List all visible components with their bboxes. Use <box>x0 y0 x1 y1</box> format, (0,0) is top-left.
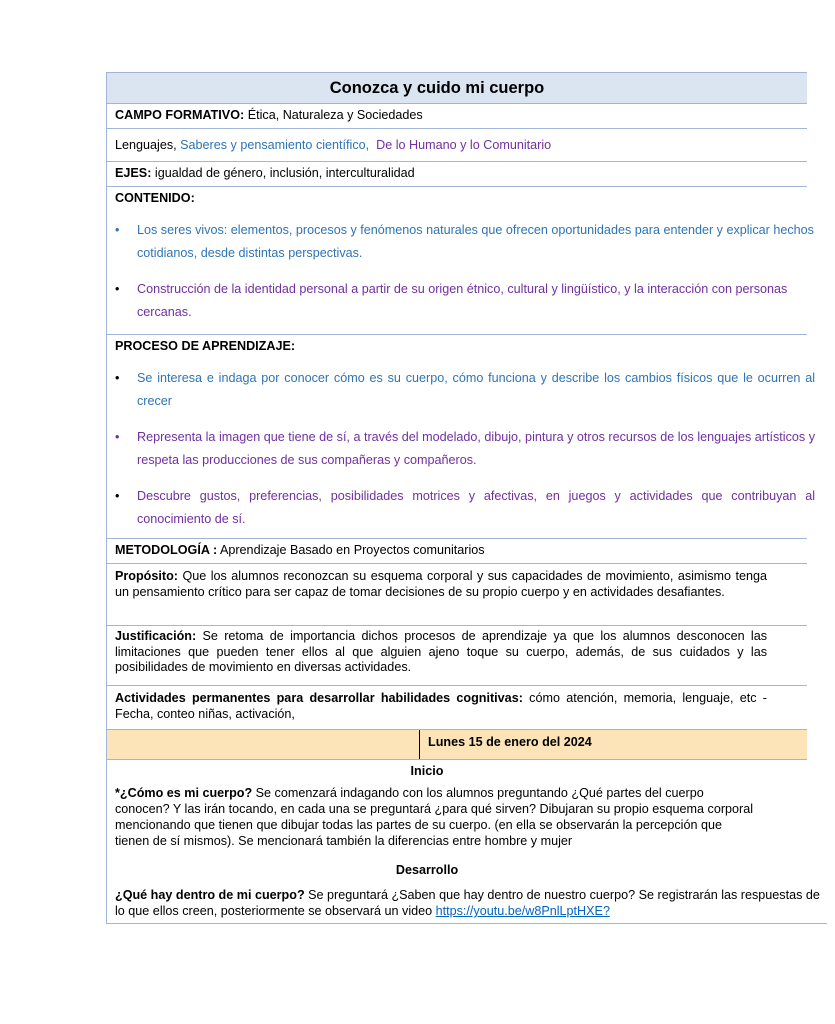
bullet-icon: • <box>115 370 120 385</box>
proposito-value: Que los alumnos reconozcan su esquema corporal y sus capacidades de movimiento, asimismo tenga un pensamiento crítico para ser capaz de tomar decisiones de su propio cuerpo y en actividades desafiantes. <box>115 569 767 599</box>
bullet-icon: • <box>115 222 120 237</box>
inicio-text <box>107 782 807 860</box>
inicio-body: Se comenzará indagando con los alumnos preguntando ¿Qué partes del cuerpo conocen? Y las irán tocando, en cada una se preguntará ¿para qué sirven? Dibujaran su propio esquema corporal mencionando que tienen que dibujar todas las partes de su cuerpo. (en ella se observarán la percepción que tienen de sí mismos). Se mencionará también la diferencias entre hombre y mujer <box>115 786 754 848</box>
actividades-value: cómo atención, memoria, lenguaje, etc -Fecha, conteo niñas, activación, <box>115 691 768 721</box>
campo-value: Ética, Naturaleza y Sociedades <box>244 108 423 122</box>
proceso-label: PROCESO DE APRENDIZAJE: <box>115 339 296 353</box>
inicio-heading: Inicio <box>410 764 444 778</box>
inicio-question: *¿Cómo es mi cuerpo? <box>115 786 253 800</box>
proceso-list <box>115 367 815 531</box>
date-row <box>107 730 807 760</box>
actividades-row <box>107 686 807 730</box>
contenido-item: • Construcción de la identidad personal a partir de su origen étnico, cultural y lingüístico, y la interacción con personas cercanas. <box>115 278 835 324</box>
metodologia-label: METODOLOGÍA : <box>115 543 218 557</box>
lesson-plan-table <box>106 72 820 924</box>
lenguajes-prefix: Lenguajes, <box>115 138 181 152</box>
proceso-item: • Descubre gustos, preferencias, posibilidades motrices y afectivas, en juegos y actividades que contribuyan al conocimiento de sí. <box>115 485 815 531</box>
contenido-list <box>115 219 835 324</box>
proposito-label: Propósito: <box>115 569 178 583</box>
desarrollo-text <box>107 884 827 924</box>
desarrollo-heading-row <box>107 860 807 884</box>
plan-title: Conozca y cuido mi cuerpo <box>107 73 807 104</box>
metodologia-value: Aprendizaje Basado en Proyectos comunitarios <box>217 543 485 557</box>
desarrollo-body: Se preguntará ¿Saben que hay dentro de nuestro cuerpo? Se registrarán las respuestas de lo que ellos creen, posteriormente se observará un video <box>115 888 820 918</box>
proceso-row <box>107 335 815 539</box>
proceso-item: • Se interesa e indaga por conocer cómo es su cuerpo, cómo funciona y describe los cambios físicos que le ocurren al crecer <box>115 367 815 413</box>
lenguajes-saberes: Saberes y pensamiento científico, <box>180 138 370 152</box>
ejes-value: igualdad de género, inclusión, interculturalidad <box>151 166 415 180</box>
ejes-row <box>107 162 807 187</box>
justificacion-value: Se retoma de importancia dichos procesos de aprendizaje ya que los alumnos desconocen las limitaciones que pueden tener ellos al que alguien ajeno toque su cuerpo, además, de sus cuidados y las posibilidades de movimiento en diversas actividades. <box>115 629 767 674</box>
proposito-row <box>107 564 807 626</box>
proceso-item: • Representa la imagen que tiene de sí, a través del modelado, dibujo, pintura y otros recursos de los lenguajes artísticos y respeta las producciones de sus compañeras y compañeros. <box>115 426 815 472</box>
bullet-icon: • <box>115 281 120 296</box>
campo-label: CAMPO FORMATIVO: <box>115 108 245 122</box>
justificacion-label: Justificación: <box>115 629 197 643</box>
bullet-icon: • <box>115 488 120 503</box>
metodologia-row <box>107 539 807 564</box>
inicio-heading-row <box>107 760 807 782</box>
date-row-left-cell <box>107 730 420 759</box>
desarrollo-heading: Desarrollo <box>395 863 459 877</box>
contenido-item: • Los seres vivos: elementos, procesos y fenómenos naturales que ofrecen oportunidades para entender y explicar hechos cotidianos, desde distintas perspectivas. <box>115 219 835 265</box>
contenido-label: CONTENIDO: <box>115 191 195 205</box>
desarrollo-question: ¿Qué hay dentro de mi cuerpo? <box>115 888 305 902</box>
justificacion-row <box>107 626 807 686</box>
session-date: Lunes 15 de enero del 2024 <box>428 735 592 749</box>
video-link[interactable]: https://youtu.be/w8PnlLptHXE? <box>435 904 610 918</box>
ejes-label: EJES: <box>115 166 152 180</box>
contenido-row <box>107 187 814 335</box>
actividades-label: Actividades permanentes para desarrollar habilidades cognitivas: <box>115 691 523 705</box>
campo-formativo-row <box>107 104 807 129</box>
lenguajes-humano: De lo Humano y lo Comunitario <box>376 138 552 152</box>
lenguajes-row <box>107 129 807 162</box>
bullet-icon: • <box>115 429 120 444</box>
